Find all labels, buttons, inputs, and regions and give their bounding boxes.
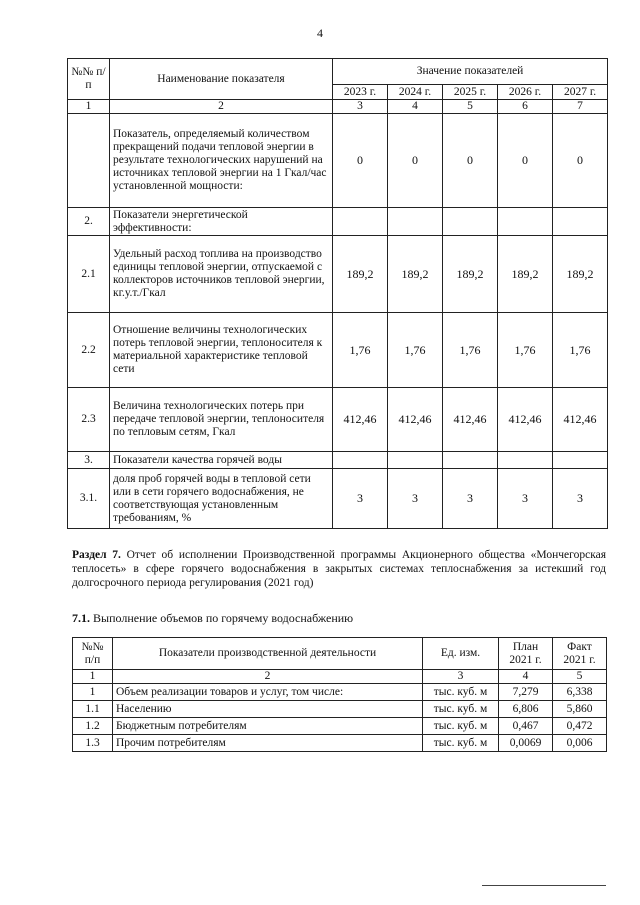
row-value: 412,46 bbox=[388, 388, 443, 452]
row-plan: 7,279 bbox=[499, 684, 553, 701]
index-cell: 3 bbox=[333, 100, 388, 114]
section-7-text: Отчет об исполнении Производственной программы Акционерного общества «Мончегорская теплосеть» в сфере горячего водоснабжения в закрытых системах теплоснабжения за истекший год долгосрочного периода регулирования (2021 год) bbox=[72, 549, 606, 589]
table-row bbox=[73, 735, 607, 752]
row-value bbox=[388, 208, 443, 236]
header-year: 2025 г. bbox=[443, 85, 498, 100]
row-value: 0 bbox=[388, 114, 443, 208]
row-value bbox=[498, 452, 553, 469]
row-value bbox=[553, 208, 608, 236]
row-unit: тыс. куб. м bbox=[423, 735, 499, 752]
row-name: Отношение величины технологических потерь тепловой энергии, теплоносителя к материальной характеристике тепловой сети bbox=[110, 313, 333, 388]
index-cell: 3 bbox=[423, 670, 499, 684]
row-num: 1.2 bbox=[73, 718, 113, 735]
row-name: Бюджетным потребителям bbox=[113, 718, 423, 735]
index-cell: 7 bbox=[553, 100, 608, 114]
row-plan: 6,806 bbox=[499, 701, 553, 718]
index-cell: 1 bbox=[73, 670, 113, 684]
subsection-7-1-text: Выполнение объемов по горячему водоснабжению bbox=[90, 611, 354, 625]
index-cell: 4 bbox=[499, 670, 553, 684]
row-value bbox=[333, 452, 388, 469]
table-row bbox=[68, 452, 608, 469]
row-value bbox=[443, 208, 498, 236]
row-value: 1,76 bbox=[553, 313, 608, 388]
row-plan: 0,467 bbox=[499, 718, 553, 735]
row-value: 0 bbox=[498, 114, 553, 208]
row-value: 0 bbox=[443, 114, 498, 208]
indicators-table bbox=[67, 58, 608, 529]
header-name: Показатели производственной деятельности bbox=[113, 638, 423, 670]
hot-water-volume-table bbox=[72, 637, 607, 752]
row-num: 1.1 bbox=[73, 701, 113, 718]
row-value: 3 bbox=[333, 469, 388, 529]
row-value: 0 bbox=[553, 114, 608, 208]
table-row bbox=[73, 701, 607, 718]
row-name: Величина технологических потерь при передаче тепловой энергии, теплоносителя по тепловым сетям, Гкал bbox=[110, 388, 333, 452]
row-value: 3 bbox=[553, 469, 608, 529]
row-name: доля проб горячей воды в тепловой сети или в сети горячего водоснабжения, не соответствующая установленным требованиям, % bbox=[110, 469, 333, 529]
row-num: 2.3 bbox=[68, 388, 110, 452]
row-num: 2. bbox=[68, 208, 110, 236]
section-7-label: Раздел 7. bbox=[72, 549, 121, 561]
header-num: №№ п/п bbox=[68, 59, 110, 100]
header-values: Значение показателей bbox=[333, 59, 608, 85]
row-value bbox=[443, 452, 498, 469]
header-num: №№ п/п bbox=[73, 638, 113, 670]
index-cell: 4 bbox=[388, 100, 443, 114]
row-fact: 6,338 bbox=[553, 684, 607, 701]
row-name: Удельный расход топлива на производство единицы тепловой энергии, отпускаемой с коллекторов источников тепловой энергии, кг.у.т./Гкал bbox=[110, 236, 333, 313]
subsection-7-1-label: 7.1. bbox=[72, 611, 90, 625]
row-value: 3 bbox=[388, 469, 443, 529]
row-value: 189,2 bbox=[553, 236, 608, 313]
header-name: Наименование показателя bbox=[110, 59, 333, 100]
row-value: 412,46 bbox=[443, 388, 498, 452]
table-row bbox=[73, 718, 607, 735]
index-cell: 5 bbox=[553, 670, 607, 684]
row-name: Показатели качества горячей воды bbox=[110, 452, 333, 469]
row-value: 1,76 bbox=[333, 313, 388, 388]
row-value bbox=[333, 208, 388, 236]
section-7-heading bbox=[72, 548, 606, 590]
row-value: 1,76 bbox=[443, 313, 498, 388]
row-name: Показатель, определяемый количеством прекращений подачи тепловой энергии в результате технологических нарушений на источниках тепловой энергии на 1 Гкал/час установленной мощности: bbox=[110, 114, 333, 208]
row-unit: тыс. куб. м bbox=[423, 684, 499, 701]
row-value: 412,46 bbox=[553, 388, 608, 452]
index-cell: 2 bbox=[113, 670, 423, 684]
page-number: 4 bbox=[317, 26, 323, 40]
row-fact: 5,860 bbox=[553, 701, 607, 718]
row-value: 3 bbox=[498, 469, 553, 529]
row-fact: 0,006 bbox=[553, 735, 607, 752]
table-row bbox=[68, 208, 608, 236]
index-cell: 5 bbox=[443, 100, 498, 114]
table-row bbox=[68, 469, 608, 529]
row-num: 3. bbox=[68, 452, 110, 469]
header-year: 2027 г. bbox=[553, 85, 608, 100]
index-cell: 6 bbox=[498, 100, 553, 114]
row-name: Объем реализации товаров и услуг, том числе: bbox=[113, 684, 423, 701]
row-plan: 0,0069 bbox=[499, 735, 553, 752]
row-value bbox=[388, 452, 443, 469]
row-fact: 0,472 bbox=[553, 718, 607, 735]
footer-rule bbox=[482, 885, 606, 886]
row-value: 3 bbox=[443, 469, 498, 529]
row-value: 189,2 bbox=[333, 236, 388, 313]
row-value: 189,2 bbox=[498, 236, 553, 313]
row-num: 1 bbox=[73, 684, 113, 701]
header-fact: Факт 2021 г. bbox=[553, 638, 607, 670]
header-plan: План 2021 г. bbox=[499, 638, 553, 670]
header-year: 2023 г. bbox=[333, 85, 388, 100]
header-unit: Ед. изм. bbox=[423, 638, 499, 670]
row-value: 0 bbox=[333, 114, 388, 208]
row-name: Показатели энергетической эффективности: bbox=[110, 208, 333, 236]
row-value: 1,76 bbox=[498, 313, 553, 388]
row-name: Прочим потребителям bbox=[113, 735, 423, 752]
row-value bbox=[553, 452, 608, 469]
row-value: 1,76 bbox=[388, 313, 443, 388]
table-row bbox=[68, 313, 608, 388]
table-row bbox=[68, 114, 608, 208]
row-value: 412,46 bbox=[333, 388, 388, 452]
table-row bbox=[68, 236, 608, 313]
subsection-7-1-heading bbox=[72, 611, 353, 626]
row-value: 412,46 bbox=[498, 388, 553, 452]
row-unit: тыс. куб. м bbox=[423, 718, 499, 735]
row-num: 2.1 bbox=[68, 236, 110, 313]
row-num: 2.2 bbox=[68, 313, 110, 388]
row-value bbox=[498, 208, 553, 236]
row-name: Населению bbox=[113, 701, 423, 718]
row-value: 189,2 bbox=[388, 236, 443, 313]
row-num bbox=[68, 114, 110, 208]
row-unit: тыс. куб. м bbox=[423, 701, 499, 718]
row-num: 1.3 bbox=[73, 735, 113, 752]
row-value: 189,2 bbox=[443, 236, 498, 313]
header-year: 2024 г. bbox=[388, 85, 443, 100]
header-year: 2026 г. bbox=[498, 85, 553, 100]
index-cell: 2 bbox=[110, 100, 333, 114]
table-row bbox=[68, 388, 608, 452]
index-cell: 1 bbox=[68, 100, 110, 114]
row-num: 3.1. bbox=[68, 469, 110, 529]
table-row bbox=[73, 684, 607, 701]
